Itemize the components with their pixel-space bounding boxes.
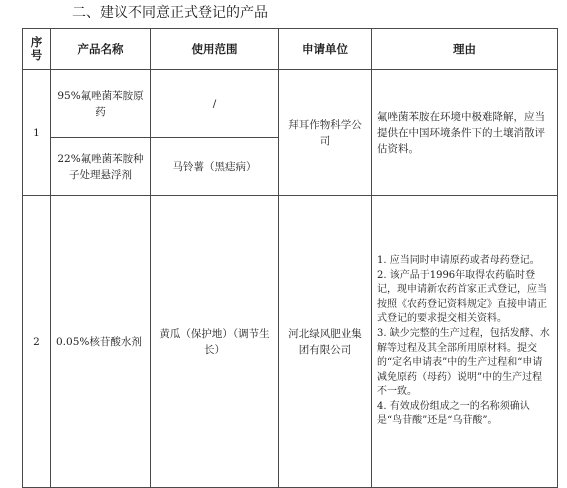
row1-reason: 氟唑菌苯胺在环境中极难降解，应当提供在中国环境条件下的土壤消散评估资料。 bbox=[372, 70, 558, 196]
header-seq-line1: 序 bbox=[30, 35, 43, 49]
row2-reason-item: 3. 缺少完整的生产过程，包括发酵、水解等过程及其全部所用原材料。提交的“定名申请表”中的生产过程和“申请减免原药（母药）说明”中的生产过程不一致。 bbox=[377, 327, 550, 398]
row1-seq: 1 bbox=[23, 70, 51, 196]
row2-reason-item: 2. 该产品于1996年取得农药临时登记，现申请新农药首家正式登记，应当按照《农药登记资料规定》直接申请正式登记的要求提交相关资料。 bbox=[377, 269, 547, 325]
registration-table bbox=[22, 28, 558, 488]
header-applicant: 申请单位 bbox=[279, 29, 372, 70]
row2-reasons bbox=[372, 196, 558, 488]
section-title: 二、建议不同意正式登记的产品 bbox=[72, 5, 268, 21]
row2-scope: 黄瓜（保护地）（调节生长） bbox=[151, 196, 279, 488]
row2-applicant: 河北绿风肥业集团有限公司 bbox=[279, 196, 372, 488]
header-product-name: 产品名称 bbox=[51, 29, 151, 70]
row1-product-a: 95%氟唑菌苯胺原药 bbox=[51, 70, 151, 138]
row2-seq: 2 bbox=[23, 196, 51, 488]
header-seq-line2: 号 bbox=[30, 48, 43, 62]
header-reason: 理由 bbox=[372, 29, 558, 70]
table-row bbox=[23, 196, 558, 488]
table-row bbox=[23, 70, 558, 138]
row2-reason-item: 1. 应当同时申请原药或者母药登记。 bbox=[377, 254, 540, 266]
row1-product-b: 22%氟唑菌苯胺种子处理悬浮剂 bbox=[51, 138, 151, 196]
row1-applicant: 拜耳作物科学公司 bbox=[279, 70, 372, 196]
table-header-row bbox=[23, 29, 558, 70]
header-seq bbox=[23, 29, 51, 70]
row2-reason-item: 4. 有效成份组成之一的名称须确认是“鸟苷酸”还是“乌苷酸”。 bbox=[377, 400, 530, 427]
row1-scope-b: 马铃薯（黑痣病） bbox=[151, 138, 279, 196]
row1-scope-a: / bbox=[151, 70, 279, 138]
header-scope: 使用范围 bbox=[151, 29, 279, 70]
row2-product: 0.05%核苷酸水剂 bbox=[51, 196, 151, 488]
